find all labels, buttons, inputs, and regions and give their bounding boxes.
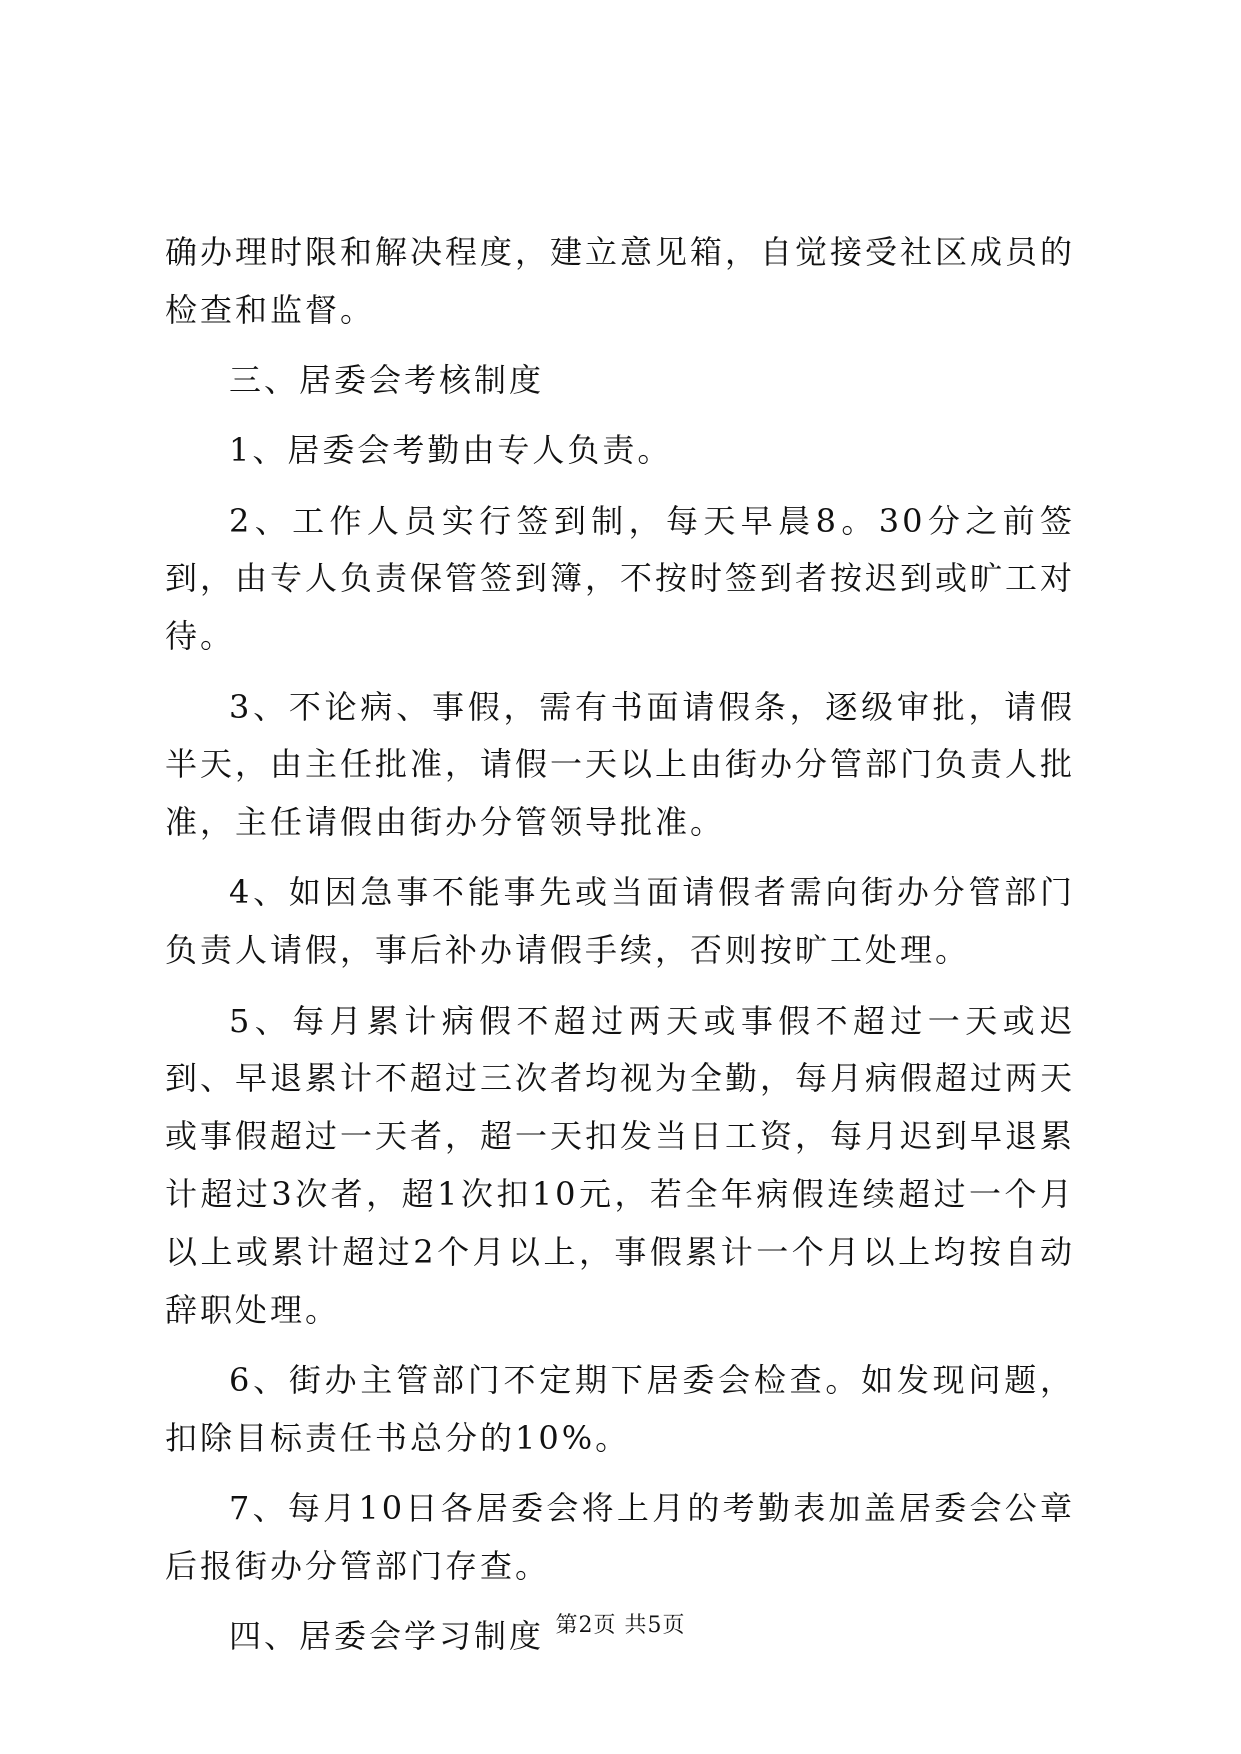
paragraph-continuation: 确办理时限和解决程度，建立意见箱，自觉接受社区成员的检查和监督。 bbox=[165, 233, 1076, 329]
document-body bbox=[165, 224, 1075, 1666]
section-heading-assessment: 三、居委会考核制度 bbox=[229, 361, 545, 400]
paragraph-item-1: 1、居委会考勤由专人负责。 bbox=[229, 431, 673, 470]
page-footer: 第2页 共5页 bbox=[555, 1613, 686, 1638]
section-heading-study: 四、居委会学习制度 bbox=[229, 1617, 545, 1656]
paragraph-item-7: 7、每月10日各居委会将上月的考勤表加盖居委会公章后报街办分管部门存查。 bbox=[165, 1488, 1075, 1585]
paragraph-item-6: 6、街办主管部门不定期下居委会检查。如发现问题，扣除目标责任书总分的10%。 bbox=[165, 1360, 1075, 1457]
paragraph-item-5: 5、每月累计病假不超过两天或事假不超过一天或迟到、早退累计不超过三次者均视为全勤，每月病假超过两天或事假超过一天者，超一天扣发当日工资，每月迟到早退累计超过3次者，超1次扣10元，若全年病假连续超过一个月以上或累计超过2个月以上，事假累计一个月以上均按自动辞职处理。 bbox=[165, 1001, 1076, 1329]
paragraph-item-2: 2、工作人员实行签到制，每天早晨8。30分之前签到，由专人负责保管签到簿，不按时签到者按迟到或旷工对待。 bbox=[165, 501, 1076, 656]
paragraph-item-4: 4、如因急事不能事先或当面请假者需向街办分管部门负责人请假，事后补办请假手续，否则按旷工处理。 bbox=[165, 873, 1075, 970]
paragraph-item-3: 3、不论病、事假，需有书面请假条，逐级审批，请假半天，由主任批准，请假一天以上由街办分管部门负责人批准，主任请假由街办分管领导批准。 bbox=[165, 687, 1076, 842]
